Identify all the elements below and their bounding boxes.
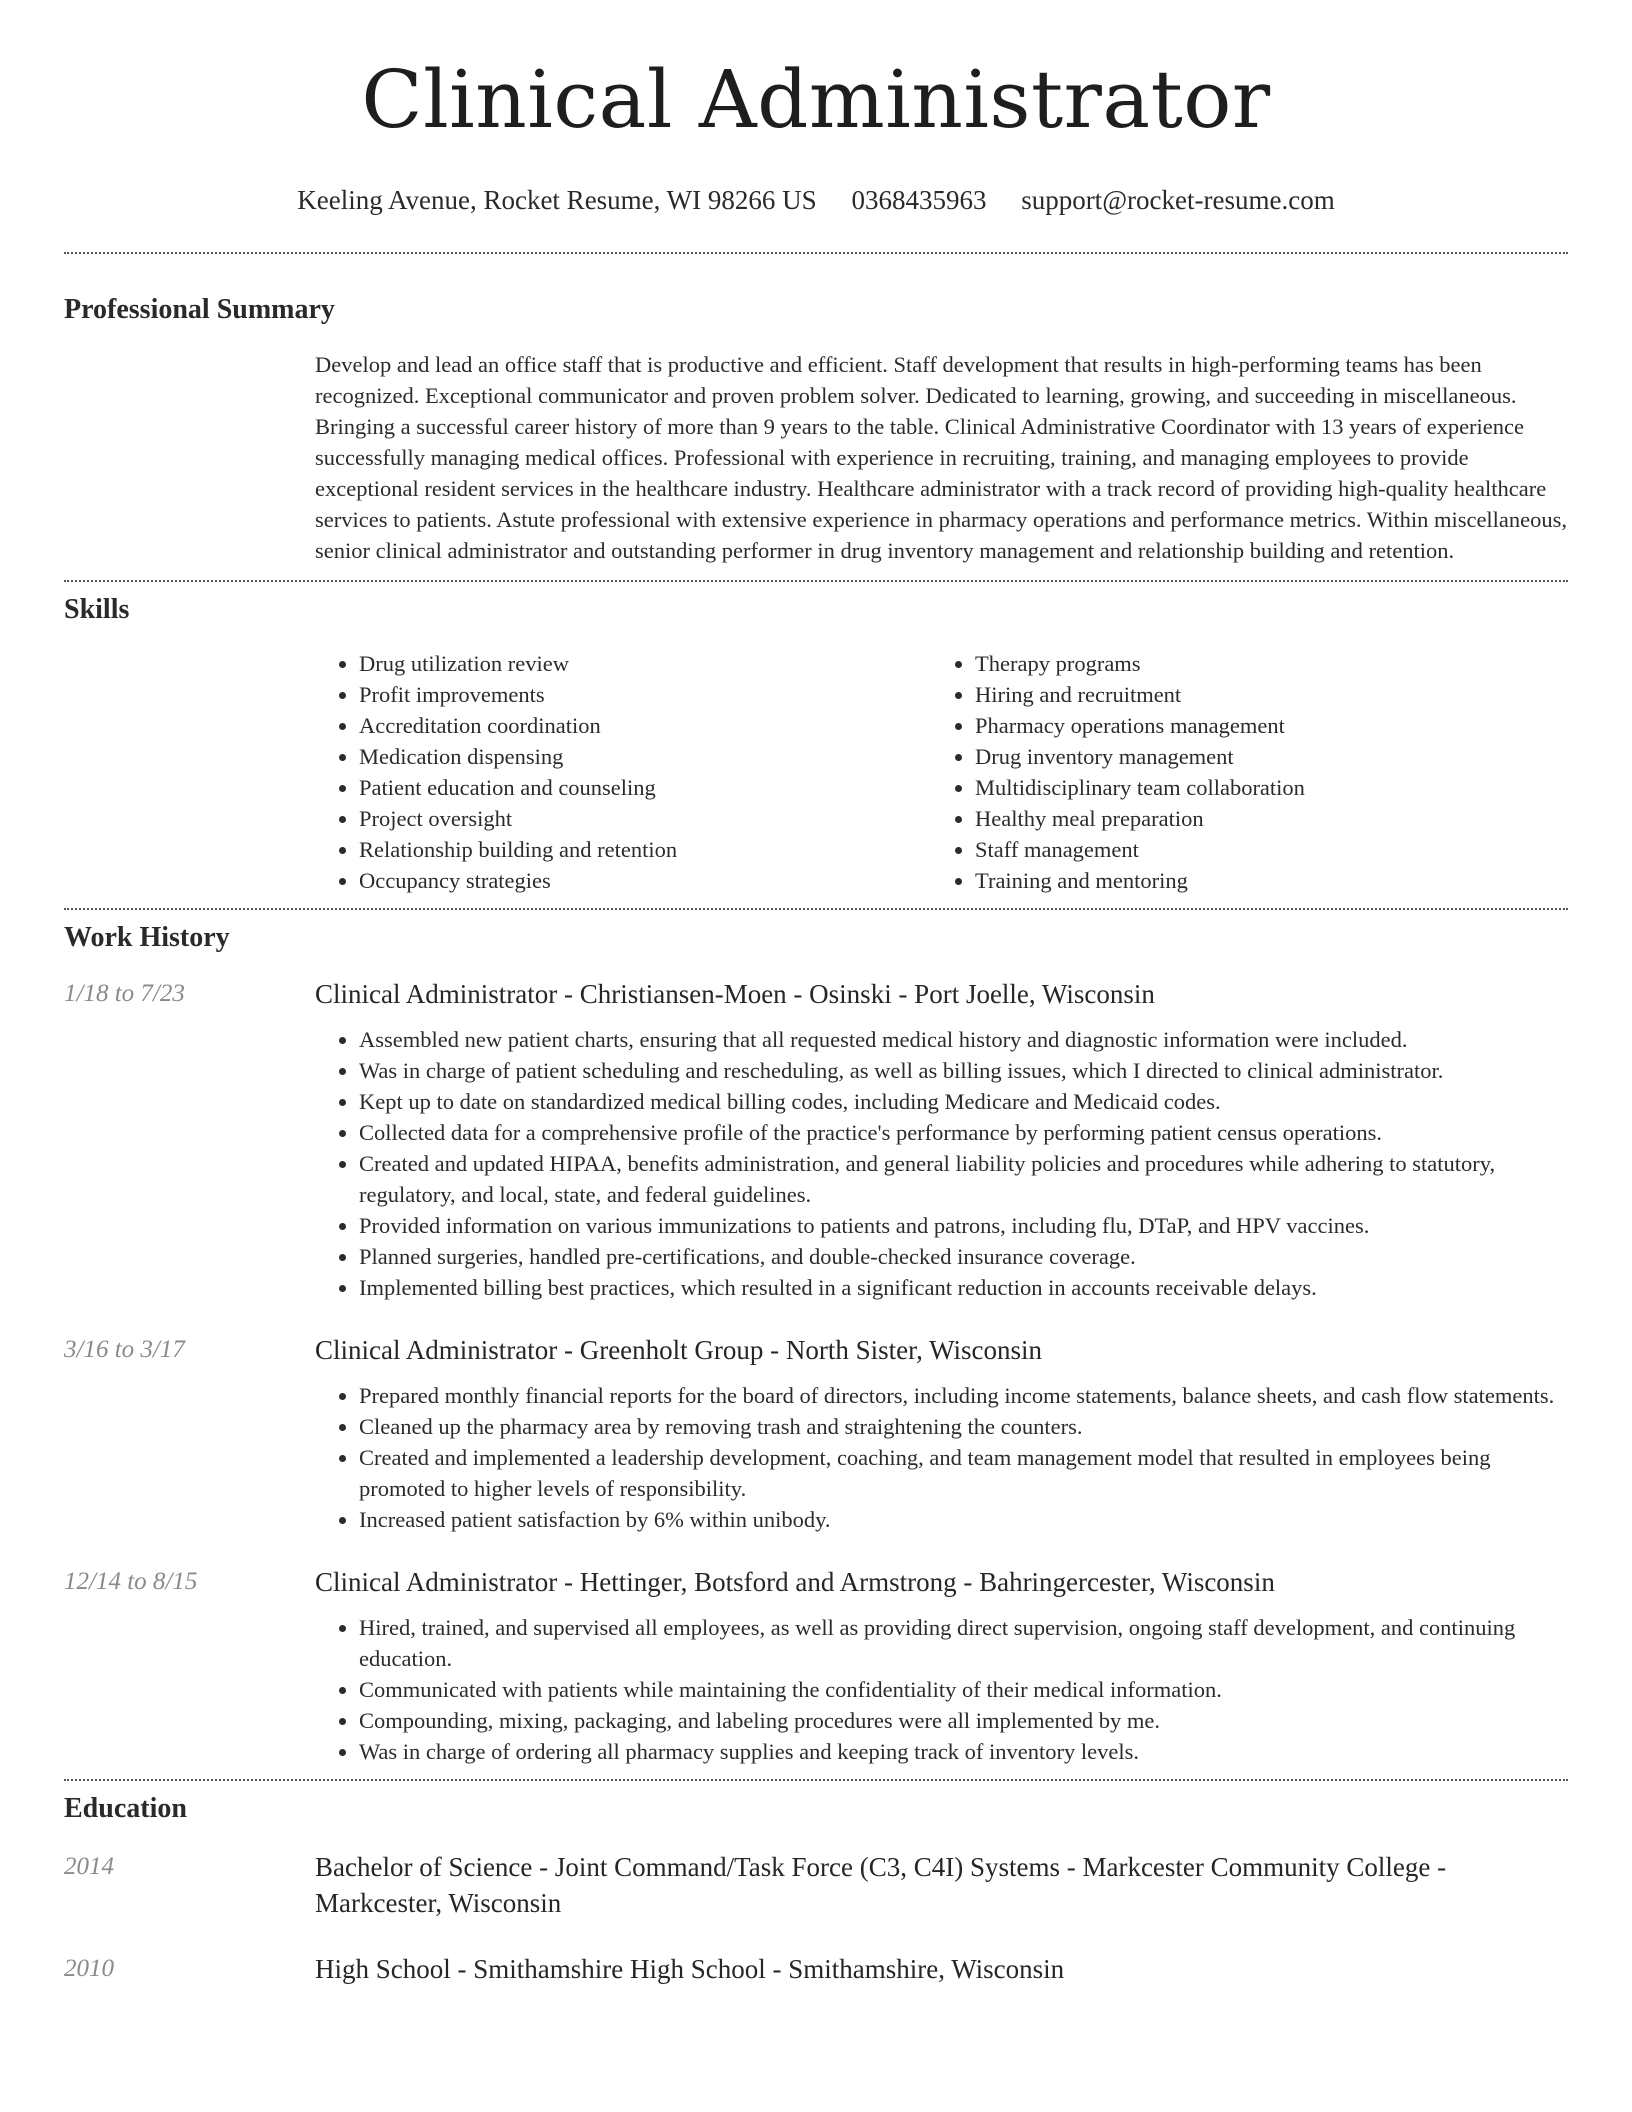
job-content [315,1332,1568,1535]
job-entry [64,976,1568,1303]
education-section [64,1793,1568,1987]
header-divider [64,252,1568,254]
job-bullet: • Was in charge of ordering all pharmacy supplies and keeping track of inventory levels. [359,1736,1568,1767]
summary-divider [64,580,1568,582]
job-bullet: • Prepared monthly financial reports for the board of directors, including income statements, balance sheets, and cash flow statements. [359,1380,1568,1411]
contact-phone: 0368435963 [851,185,987,215]
job-bullet: • Increased patient satisfaction by 6% within unibody. [359,1504,1568,1535]
education-entry [64,1849,1568,1921]
education-title: Bachelor of Science - Joint Command/Task Force (C3, C4I) Systems - Markcester Community College - Markcester, Wisconsin [315,1852,1447,1918]
candidate-name: Clinical Administrator [361,53,1271,146]
job-bullet: • Collected data for a comprehensive profile of the practice's performance by performing patient census operations. [359,1117,1568,1148]
skill-item: • Multidisciplinary team collaboration [975,772,1531,803]
skills-section [64,594,1568,896]
job-dates: 3/16 to 3/17 [64,1336,185,1363]
skill-item: • Drug utilization review [359,648,931,679]
skills-divider [64,908,1568,910]
skill-item: • Training and mentoring [975,865,1531,896]
job-dates: 12/14 to 8/15 [64,1568,198,1595]
job-bullet: • Hired, trained, and supervised all employees, as well as providing direct supervision, ongoing staff development, and continuing education. [359,1612,1568,1674]
skills-list-right [931,648,1531,896]
skill-item: • Patient education and counseling [359,772,931,803]
education-entry [64,1951,1568,1987]
job-title: Clinical Administrator - Hettinger, Botsford and Armstrong - Bahringercester, Wisconsin [315,1567,1275,1597]
job-bullet: • Implemented billing best practices, which resulted in a significant reduction in accounts receivable delays. [359,1272,1568,1303]
job-content [315,1564,1568,1767]
education-heading: Education [64,1793,187,1824]
job-title: Clinical Administrator - Greenholt Group - North Sister, Wisconsin [315,1335,1042,1365]
education-year: 2010 [64,1955,114,1982]
job-bullet: • Communicated with patients while maintaining the confidentiality of their medical information. [359,1674,1568,1705]
work-heading: Work History [64,922,230,953]
skill-item: • Profit improvements [359,679,931,710]
summary-text: Develop and lead an office staff that is productive and efficient. Staff development that results in high-performing teams has been recognized. Exceptional communicator and proven problem solver. Dedicated to learning, growing, and succeeding in miscellaneous. Bringing a successful career history of more than 9 years to the table. Clinical Administrative Coordinator with 13 years of experience successfully managing medical offices. Professional with experience in recruiting, training, and managing employees to provide exceptional resident services in the healthcare industry. Healthcare administrator with a track record of providing high-quality healthcare services to patients. Astute professional with extensive experience in pharmacy operations and performance metrics. Within miscellaneous, senior clinical administrator and outstanding performer in drug inventory management and relationship building and retention. [315,352,1568,563]
summary-section [64,294,1568,566]
summary-heading: Professional Summary [64,294,335,325]
job-entry [64,1332,1568,1535]
job-bullets [315,1024,1568,1303]
job-bullets [315,1380,1568,1535]
skill-item: • Medication dispensing [359,741,931,772]
skills-grid [315,648,1568,896]
skill-item: • Healthy meal preparation [975,803,1531,834]
job-entry [64,1564,1568,1767]
skills-heading: Skills [64,594,130,625]
skill-item: • Drug inventory management [975,741,1531,772]
contact-email: support@rocket-resume.com [1021,185,1335,215]
job-bullet: • Kept up to date on standardized medical billing codes, including Medicare and Medicaid codes. [359,1086,1568,1117]
job-dates: 1/18 to 7/23 [64,980,185,1007]
skills-list-left [315,648,931,896]
skill-item: • Therapy programs [975,648,1531,679]
job-bullet: • Cleaned up the pharmacy area by removing trash and straightening the counters. [359,1411,1568,1442]
education-year: 2014 [64,1853,114,1880]
job-bullet: • Provided information on various immunizations to patients and patrons, including flu, DTaP, and HPV vaccines. [359,1210,1568,1241]
job-bullet: • Assembled new patient charts, ensuring that all requested medical history and diagnostic information were included. [359,1024,1568,1055]
skill-item: • Occupancy strategies [359,865,931,896]
job-bullet: • Created and implemented a leadership development, coaching, and team management model that resulted in employees being promoted to higher levels of responsibility. [359,1442,1568,1504]
skill-item: • Pharmacy operations management [975,710,1531,741]
work-section [64,922,1568,1767]
skill-item: • Project oversight [359,803,931,834]
contact-line [64,184,1568,216]
job-content [315,976,1568,1303]
job-bullet: • Created and updated HIPAA, benefits administration, and general liability policies and procedures while adhering to statutory, regulatory, and local, state, and federal guidelines. [359,1148,1568,1210]
job-bullet: • Was in charge of patient scheduling and rescheduling, as well as billing issues, which I directed to clinical administrator. [359,1055,1568,1086]
contact-address: Keeling Avenue, Rocket Resume, WI 98266 US [297,185,817,215]
job-bullet: • Planned surgeries, handled pre-certifications, and double-checked insurance coverage. [359,1241,1568,1272]
job-bullet: • Compounding, mixing, packaging, and labeling procedures were all implemented by me. [359,1705,1568,1736]
skill-item: • Hiring and recruitment [975,679,1531,710]
skill-item: • Relationship building and retention [359,834,931,865]
skill-item: • Staff management [975,834,1531,865]
job-title: Clinical Administrator - Christiansen-Moen - Osinski - Port Joelle, Wisconsin [315,979,1155,1009]
work-divider [64,1779,1568,1781]
education-title: High School - Smithamshire High School - Smithamshire, Wisconsin [315,1954,1065,1984]
skill-item: • Accreditation coordination [359,710,931,741]
job-bullets [315,1612,1568,1767]
